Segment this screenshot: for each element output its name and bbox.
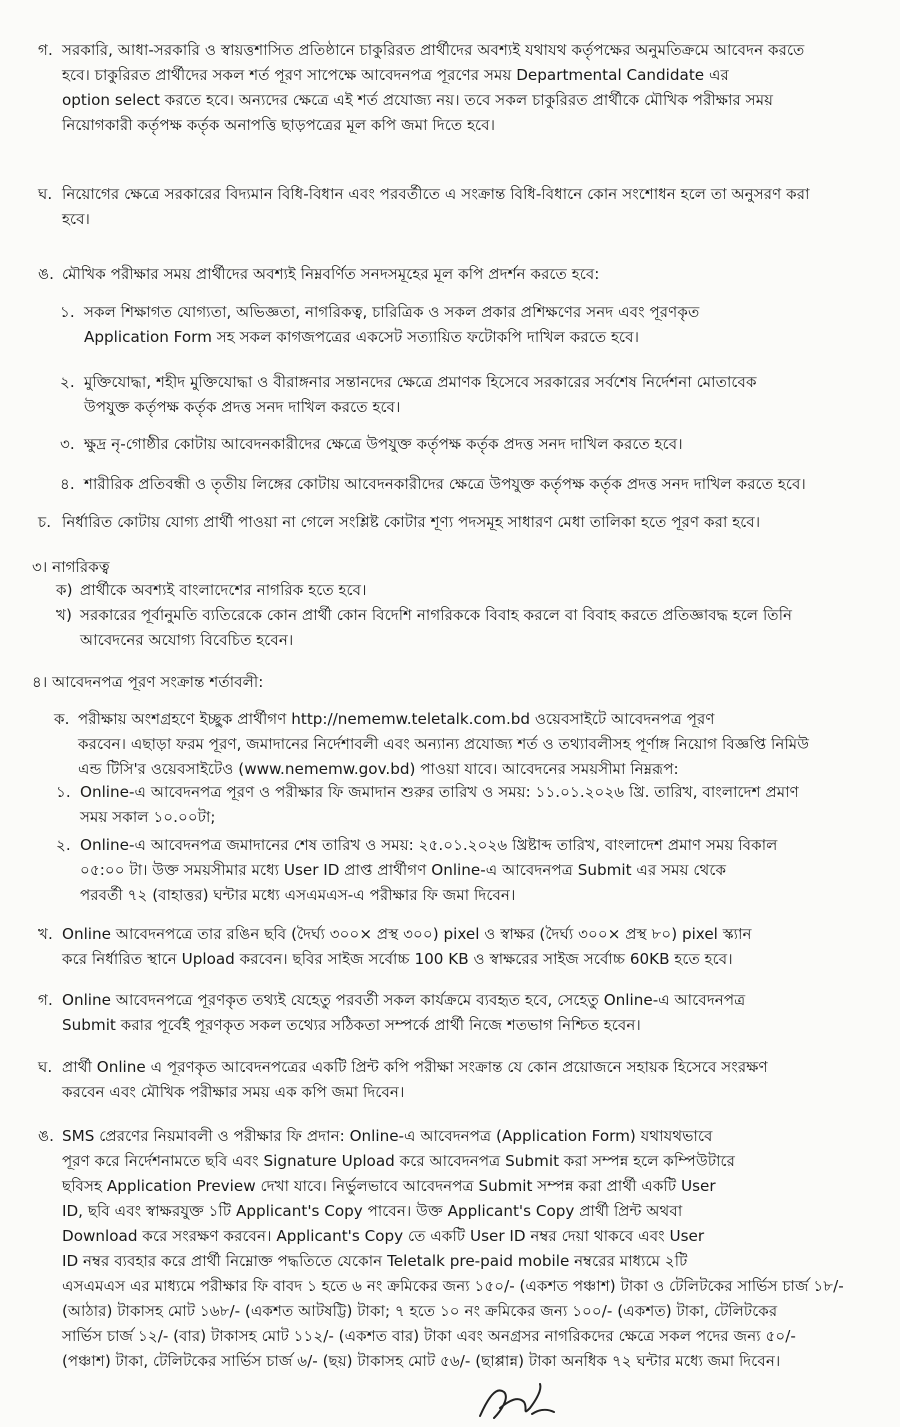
text-line: Online আবেদনপত্রে পূরণকৃত তথ্যই যেহেতু পরবর্তী সকল কার্যক্রমে ব্যবহৃত হবে, সেহেতু Online-এ আবেদনপত্র xyxy=(62,991,746,1009)
text-line: উপযুক্ত কর্তৃপক্ষ কর্তৃক প্রদত্ত সনদ দাখিল করতে হবে। xyxy=(84,398,401,416)
text-line: নিয়োগকারী কর্তৃপক্ষ কর্তৃক অনাপত্তি ছাড়পত্রের মূল কপি জমা দিতে হবে। xyxy=(62,116,496,134)
clause-marker: গ. xyxy=(38,41,53,59)
clause-marker: ঘ. xyxy=(38,185,53,203)
clause-marker: চ. xyxy=(38,513,52,531)
item-marker: খ) xyxy=(56,606,72,624)
text-line: মুক্তিযোদ্ধা, শহীদ মুক্তিযোদ্ধা ও বীরাঙ্গনার সন্তানদের ক্ষেত্রে প্রমাণক হিসেবে সরকারের সর্বশেষ নির্দেশনা মোতাবেক xyxy=(84,373,757,391)
text-line: সময় সকাল ১০.০০টা; xyxy=(80,808,216,826)
item-marker: ২. xyxy=(60,373,75,391)
text-line: ০৫:০০ টা। উক্ত সময়সীমার মধ্যে User ID প্রাপ্ত প্রার্থীগণ Online-এ আবেদনপত্র Submit এর সময় থেকে xyxy=(80,861,727,879)
text-line: ক্ষুদ্র নৃ-গোষ্ঠীর কোটায় আবেদনকারীদের ক্ষেত্রে উপযুক্ত কর্তৃপক্ষ কর্তৃক প্রদত্ত সনদ দাখিল করতে হবে। xyxy=(84,435,683,453)
text-line: এসএমএস এর মাধ্যমে পরীক্ষার ফি বাবদ ১ হতে ৬ নং ক্রমিকের জন্য ১৫০/- (একশত পঞ্চাশ) টাকা ও টেলিটকের সার্ভিস চার্জ ১৮/- xyxy=(62,1277,844,1295)
clause-ga-employed-candidates xyxy=(38,38,900,138)
section-title: ৪। আবেদনপত্র পূরণ সংক্রান্ত শর্তাবলী: xyxy=(32,673,264,691)
text-line: প্রার্থীকে অবশ্যই বাংলাদেশের নাগরিক হতে হবে। xyxy=(80,581,367,599)
citizenship-item-kha xyxy=(56,603,900,653)
text-line: ID নম্বর ব্যবহার করে প্রার্থী নিম্নোক্ত পদ্ধতিতে যেকোন Teletalk pre-paid mobile নম্বরের মাধ্যমে ২টি xyxy=(62,1252,688,1270)
item-marker: ক) xyxy=(56,581,73,599)
text-line: শারীরিক প্রতিবন্ধী ও তৃতীয় লিঙ্গের কোটায় আবেদনকারীদের ক্ষেত্রে উপযুক্ত কর্তৃপক্ষ কর্তৃক প্রদত্ত সনদ দাখিল করতে হবে। xyxy=(84,475,806,493)
text-line: SMS প্রেরণের নিয়মাবলী ও পরীক্ষার ফি প্রদান: Online-এ আবেদনপত্র (Application Form) যথাযথভাবে xyxy=(62,1127,713,1145)
text-line: প্রার্থী Online এ পূরণকৃত আবেদনপত্রের একটি প্রিন্ট কপি পরীক্ষা সংক্রান্ত যে কোন প্রয়োজনে সহায়ক হিসেবে সংরক্ষণ xyxy=(62,1058,768,1076)
clause-gha-recruitment-rules xyxy=(38,182,900,232)
clause-marker: ঘ. xyxy=(38,1058,53,1076)
text-line: নির্ধারিত কোটায় যোগ্য প্রার্থী পাওয়া না গেলে সংশ্লিষ্ট কোটার শূণ্য পদসমূহ সাধারণ মেধা তালিকা হতে পূরণ করা হবে। xyxy=(62,513,761,531)
clause-marker: খ. xyxy=(38,925,53,943)
text-line: Online-এ আবেদনপত্র জমাদানের শেষ তারিখ ও সময়: ২৫.০১.২০২৬ খ্রিষ্টাব্দ তারিখ, বাংলাদেশ প্রমাণ সময় বিকাল xyxy=(80,836,778,854)
clause-marker: গ. xyxy=(38,991,53,1009)
sub-item-3-ethnic-quota xyxy=(60,432,900,457)
clause-marker: ঙ. xyxy=(38,265,54,283)
text-line: পরবর্তী ৭২ (বাহাত্তর) ঘন্টার মধ্যে এসএমএস-এ পরীক্ষার ফি জমা দিবেন। xyxy=(80,886,516,904)
text-line: হবে। চাকুরিরত প্রার্থীদের সকল শর্ত পূরণ সাপেক্ষে আবেদনপত্র পূরণের সময় Departmental Candidate এর xyxy=(62,66,729,84)
text-line: Application Form সহ সকল কাগজপত্রের একসেট সত্যায়িত ফটোকপি দাখিল করতে হবে। xyxy=(84,328,640,346)
sub-item-4-disability-quota xyxy=(60,472,900,497)
text-line: option select করতে হবে। অন্যদের ক্ষেত্রে এই শর্ত প্রযোজ্য নয়। তবে সকল চাকুরিরত প্রার্থীকে মৌখিক পরীক্ষার সময় xyxy=(62,91,774,109)
deadline-item-2-end xyxy=(56,833,900,908)
section-title: ৩। নাগরিকত্ব xyxy=(32,558,110,576)
text-line: Submit করার পূর্বেই পূরণকৃত সকল তথ্যের সঠিকতা সম্পর্কে প্রার্থী নিজে শতভাগ নিশ্চিত হবেন। xyxy=(62,1016,641,1034)
text-line: করবেন। এছাড়া ফরম পূরণ, জমাদানের নির্দেশাবলী এবং অন্যান্য প্রযোজ্য শর্ত ও তথ্যাবলীসহ পূর্ণাঙ্গ নিয়োগ বিজ্ঞপ্তি নিমিউ xyxy=(78,735,810,753)
text-line: সার্ভিস চার্জ ১২/- (বার) টাকাসহ মোট ১১২/- (একশত বার) টাকা এবং অনগ্রসর নাগরিকদের ক্ষেত্রে সকল পদের জন্য ৫০/- xyxy=(62,1327,796,1345)
text-line: Online আবেদনপত্রে তার রঙিন ছবি (দৈর্ঘ্য ৩০০× প্রস্থ ৩০০) pixel ও স্বাক্ষর (দৈর্ঘ্য ৩০০× প্রস্থ ৮০) pixel স্ক্যান xyxy=(62,925,752,943)
text-line: হবে। xyxy=(62,210,90,228)
clause-ga-accuracy xyxy=(38,988,900,1038)
text-line: সরকারের পূর্বানুমতি ব্যতিরেকে কোন প্রার্থী কোন বিদেশি নাগরিককে বিবাহ করলে বা বিবাহ করতে প্রতিজ্ঞাবদ্ধ হলে তিনি xyxy=(80,606,793,624)
text-line: (পঞ্চাশ) টাকা, টেলিটকের সার্ভিস চার্জ ৬/- (ছয়) টাকাসহ মোট ৫৬/- (ছাপ্পান্ন) টাকা অনধিক ৭২ ঘন্টার মধ্যে জমা দিবেন। xyxy=(62,1352,781,1370)
text-line: সকল শিক্ষাগত যোগ্যতা, অভিজ্ঞতা, নাগরিকত্ব, চারিত্রিক ও সকল প্রকার প্রশিক্ষণের সনদ এবং পূরণকৃত xyxy=(84,303,700,321)
text-line: (আঠার) টাকাসহ মোট ১৬৮/- (একশত আটষট্টি) টাকা; ৭ হতে ১০ নং ক্রমিকের জন্য ১০০/- (একশত) টাকা, টেলিটকের xyxy=(62,1302,778,1320)
text-line: আবেদনের অযোগ্য বিবেচিত হবেন। xyxy=(80,631,294,649)
clause-umo-original-documents xyxy=(38,262,900,287)
text-line: ID, ছবি এবং স্বাক্ষরযুক্ত ১টি Applicant's Copy পাবেন। উক্ত Applicant's Copy প্রার্থী প্রিন্ট অথবা xyxy=(62,1202,683,1220)
clause-ka-online-application xyxy=(54,707,900,782)
section-heading-citizenship xyxy=(32,555,872,580)
item-marker: ২. xyxy=(56,836,71,854)
handwritten-signature xyxy=(470,1378,560,1423)
text-line: মৌখিক পরীক্ষার সময় প্রার্থীদের অবশ্যই নিম্নবর্ণিত সনদসমূহের মূল কপি প্রদর্শন করতে হবে: xyxy=(62,265,600,283)
item-marker: ১. xyxy=(56,783,71,801)
text-line: এন্ড টিসি'র ওয়েবসাইটেও (www.nememw.gov.bd) পাওয়া যাবে। আবেদনের সময়সীমা নিম্নরূপ: xyxy=(78,760,679,778)
sub-item-1-certificates xyxy=(60,300,900,350)
item-marker: ৪. xyxy=(60,475,75,493)
text-line: সরকারি, আধা-সরকারি ও স্বায়ত্তশাসিত প্রতিষ্ঠানে চাকুরিরত প্রার্থীদের অবশ্যই যথাযথ কর্তৃপক্ষের অনুমতিক্রমে আবেদন করতে xyxy=(62,41,805,59)
text-line: Online-এ আবেদনপত্র পূরণ ও পরীক্ষার ফি জমাদান শুরুর তারিখ ও সময়: ১১.০১.২০২৬ খ্রি. তারিখ, বাংলাদেশ প্রমাণ xyxy=(80,783,799,801)
item-marker: ১. xyxy=(60,303,75,321)
deadline-item-1-start xyxy=(56,780,900,830)
text-line: Download করে সংরক্ষণ করবেন। Applicant's Copy তে একটি User ID নম্বর দেয়া থাকবে এবং User xyxy=(62,1227,705,1245)
clause-kha-photo-signature xyxy=(38,922,900,972)
clause-umo-sms-fee xyxy=(38,1124,900,1374)
sub-item-2-freedom-fighter xyxy=(60,370,900,420)
text-line: পূরণ করে নির্দেশনামতে ছবি এবং Signature Upload করে আবেদনপত্র Submit করা সম্পন্ন হলে কম্পিউটারে xyxy=(62,1152,735,1170)
citizenship-item-ka xyxy=(56,578,900,603)
clause-marker: ঙ. xyxy=(38,1127,54,1145)
clause-cha-vacant-quota xyxy=(38,510,900,535)
text-line: নিয়োগের ক্ষেত্রে সরকারের বিদ্যমান বিধি-বিধান এবং পরবর্তীতে এ সংক্রান্ত বিধি-বিধানে কোন সংশোধন হলে তা অনুসরণ করা xyxy=(62,185,810,203)
signature-icon xyxy=(470,1378,560,1423)
text-line: করে নির্ধারিত স্থানে Upload করবেন। ছবির সাইজ সর্বোচ্চ 100 KB ও স্বাক্ষরের সাইজ সর্বোচ্চ 60KB হতে হবে। xyxy=(62,950,733,968)
text-line: পরীক্ষায় অংশগ্রহণে ইচ্ছুক প্রার্থীগণ http://nememw.teletalk.com.bd ওয়েবসাইটে আবেদনপত্র পূরণ xyxy=(78,710,715,728)
clause-gha-print-copy xyxy=(38,1055,900,1105)
text-line: করবেন এবং মৌখিক পরীক্ষার সময় এক কপি জমা দিবেন। xyxy=(62,1083,405,1101)
clause-marker: ক. xyxy=(54,710,70,728)
text-line: ছবিসহ Application Preview দেখা যাবে। নির্ভুলভাবে আবেদনপত্র Submit সম্পন্ন করা প্রার্থী একটি User xyxy=(62,1177,716,1195)
item-marker: ৩. xyxy=(60,435,75,453)
section-heading-application-conditions xyxy=(32,670,872,695)
